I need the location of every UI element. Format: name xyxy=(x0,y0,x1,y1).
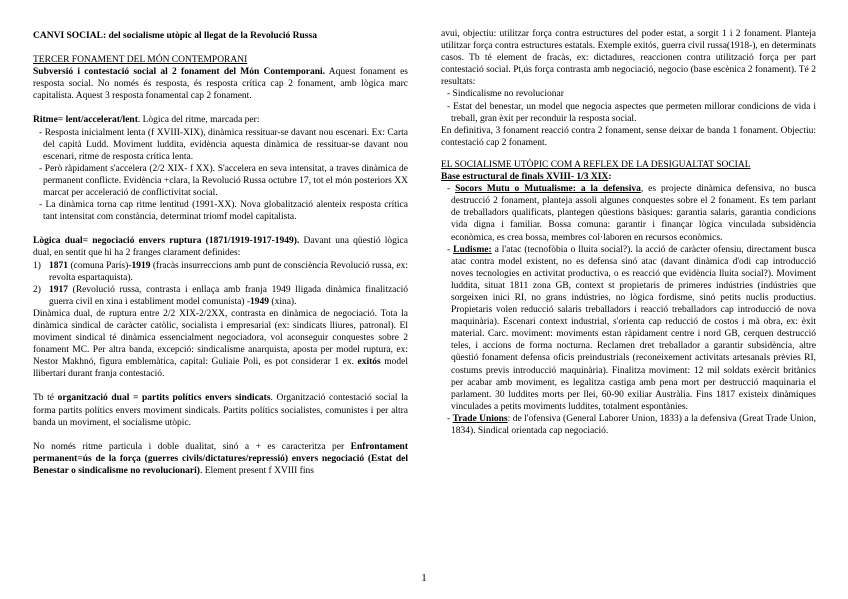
list-item: - Sindicalisme no revolucionar xyxy=(447,89,564,100)
list-item: - Resposta inicialment lenta (f XVIII-XIX), dinàmica ressituar-se davant nou escenari. Ex: Carta del capità Ludd. Moviment luddita, evidència aquesta dinàmica de ressituar-se davant nou escenari, ritme de resposta crítica lenta. xyxy=(39,127,408,162)
list-item: - La dinàmica torna cap ritme lentitud (1991-XX). Nova globalització alenteix resposta crítica tant intensitat com constància, determinat triomf model capitalista. xyxy=(39,200,408,223)
right-column xyxy=(441,28,816,437)
paragraph-ritme: Ritme= lent/accelerat/lent. Lògica del ritme, marcada per: xyxy=(33,115,260,126)
paragraph-subversio: Subversió i contestació social al 2 fonament del Món Contemporani. Aquest fonament es resposta social. No només és resposta, és resposta crítica cap 2 fonament, amb lògica marc capitalista. Aquest 3 resposta fonamental cap 2 fonament. xyxy=(33,67,408,102)
section-heading-socialisme-utopic: EL SOCIALISME UTÒPIC COM A REFLEX DE LA DESIGUALTAT SOCIAL xyxy=(441,159,751,170)
paragraph-enfrontament: No només ritme particula i doble dualitat, sinó a + es caracteritza per Enfrontament permanent=ús de la força (guerres civils/dictatures/repressió) envers negociació (Estat del Benestar o sindicalisme no revolucionari). Element present f XVIII fins xyxy=(33,441,408,476)
paragraph-logica-dual: Lògica dual= negociació envers ruptura (1871/1919-1917-1949). Davant una qüestió lògica dual, en sentit que hi ha 2 franges clarament definides: xyxy=(33,236,408,259)
page-number: 1 xyxy=(421,572,427,584)
paragraph-dinamica-dual: Dinàmica dual, de ruptura entre 2/2 XIX-2/2XX, contrasta en dinàmica de negociació. Tota la dinàmica sindical de caràcter catòlic, socialista i empresarial (ex: sindicats lliures, patronal). El moviment sindical té dinàmica essencialment negociadora, vol aconseguir conquestes sobre 2 fonament MC. Per altra banda, excepció: sindicalisme anarquista, aposta per model ruptura, ex: Nestor Makhnó, figura emblemàtica, capital: Guliaie Poli, es pot considerar 1 ex. exitós model llibertari durant franja contestació. xyxy=(33,308,408,380)
list-item-ludisme: - Ludisme: a l'atac (tecnofòbia o lluita social?). la acció de caràcter ofensiu, directament busca atac contra model existent, no es defensa sinó atac (davant dinàmica d'odi cap introducció noves tecnologies en activitat productiva, o es reacció que evidència lluita social?). Moviment luddita, situat 1811 zona GB, context st propietaris de primeres indústries (indústries que sorgeixen inici RI, no grans indústries, no lògica fordisme, sinó petits nuclis productius. Propietaris volen reducció salaris treballadors i reacció treballadors cap introducció de nova maquinària). Escenari context industrial, s'orienta cap reducció de costos i mà obra, ex: èxit material. Carc. moviment: moviments estan ràpidament centre i nord GB, cerquen destrucció teles, i accions de forma nocturna. Reclamen dret treballador a garantir subsidència, altre qüestió fonament defensa oficis preindustrials (reconeixement activitats artesanals prèvies RI, costums previs introducció maquinària). Finalitza moviment: 12 mil soldats exèrcit britànics per acabar amb moviment, es legalitza castiga amb pena mort per destrucció maquinaria el parlament. 30 luddites morts per llei, 60-90 exiliar Austràlia. Fins 1817 existeix dinàmiques vinculades a petits moviments luddites, totalment espontànies. xyxy=(447,244,816,412)
list-item-socors-mutu: - Socors Mutu o Mutualisme: a la defensiva, es projecte dinàmica defensiva, no busca destrucció 2 fonament, planteja assoli algunes conquestes sobre el 2 fonament. Es tem parlant de treballadors qualificats, plantegen qüestions bàsiques: garantia salaris, garantia condicions vida digna i familiar. Bossa comuna: garantir i finançar lògica vinculada subsidència econòmica, es crea bossa, membres col·laboren en recursos econòmics. xyxy=(447,184,817,243)
numbered-item: 2) 1917 (Revolució russa, contrasta i enllaça amb franja 1949 lligada dinàmica finalització guerra civil en xina i establiment model comunista) -1949 (xina). xyxy=(33,284,408,307)
list-item: - Estat del benestar, un model que negocia aspectes que permeten millorar condicions de vida i treball, gran èxit per reconduir la resposta social. xyxy=(447,101,816,124)
left-column xyxy=(33,30,408,477)
paragraph-organitzacio-dual: Tb té organització dual = partits polítics envers sindicats. Organització contestació social la forma partits polítics envers moviment sindicals. Partits polítics socialistes, comunistes i per altra banda un moviment, el socialisme utòpic. xyxy=(33,393,408,428)
numbered-item: 1) 1871 (comuna París)-1919 (fracàs insurreccions amb punt de consciència Revolució russa, ex: revolta espartaquista). xyxy=(33,260,408,283)
list-item-trade-unions: - Trade Unions: de l'ofensiva (General Laborer Union, 1833) a la defensiva (Great Trade Union, 1834). Sindical orientada cap negociació. xyxy=(447,413,816,436)
subheading-base-estructural: Base estructural de finals XVIII- 1/3 XIX: xyxy=(441,172,612,183)
section-heading-tercer-fonament: TERCER FONAMENT DEL MÓN CONTEMPORANI xyxy=(33,55,248,66)
paragraph-continuacio: avui, objectiu: utilitzar força contra estructures del poder estat, a sorgit 1 i 2 fonament. Planteja utilitzar força contra estructures estatals. Exemple exitós, guerra civil russa(1918-), en determinats casos. Tb té element de fracàs, ex: dictadures, reaccionen contra utilització força per part contestació social. Pt,ús força contrasta amb negociació, negocio (base escènica 2 fonament). Té 2 resultats: xyxy=(441,29,816,88)
document-title: CANVI SOCIAL: del socialisme utòpic al llegat de la Revolució Russa xyxy=(33,31,317,41)
list-item: - Però ràpidament s'accelera (2/2 XIX- f XX). S'accelera en seva intensitat, a traves dinàmica de permanent conflicte. Evidència +clara, la Revolució Russa octubre 17, tot el món posteriors XX marcat per acceleració de conflictivitat social. xyxy=(39,163,408,199)
paragraph-en-definitiva: En definitiva, 3 fonament reacció contra 2 fonament, sense deixar de banda 1 fonament. Objectiu: contestació cap 2 fonament. xyxy=(441,125,816,148)
